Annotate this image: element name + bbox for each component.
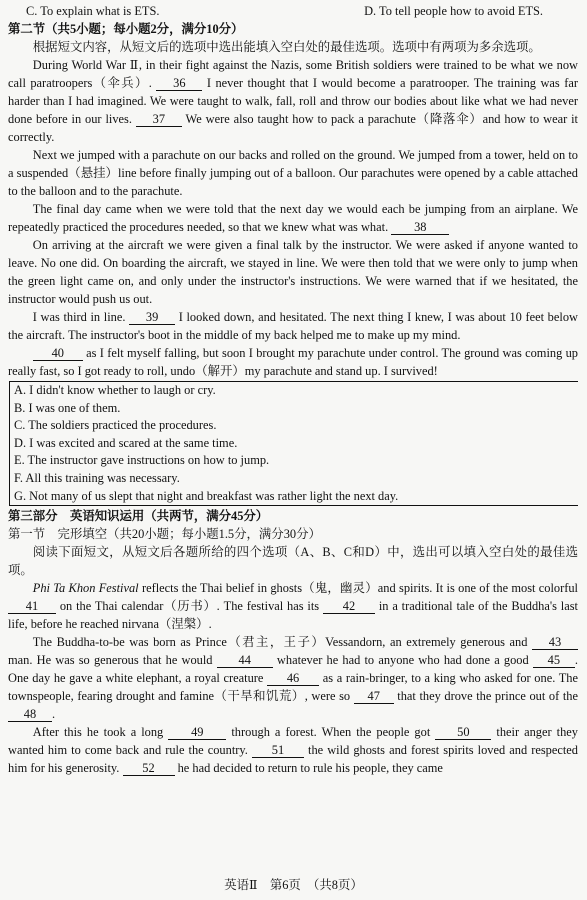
option-item[interactable]: F. All this training was necessary.: [14, 470, 180, 485]
blank-52[interactable]: 52: [123, 761, 175, 776]
festival-name: Phi Ta Khon Festival: [32, 581, 139, 596]
blank-50[interactable]: 50: [435, 725, 491, 740]
blank-36[interactable]: 36: [156, 76, 202, 91]
blank-37[interactable]: 37: [136, 112, 182, 127]
blank-40[interactable]: 40: [33, 346, 83, 361]
paragraph: The final day came when we were told that the next day we would each be jumping from an airplane. We repeatedly practiced the procedures needed, so that we knew what was what. 38: [8, 202, 578, 234]
paragraph: Next we jumped with a parachute on our backs and rolled on the ground. We jumped from a tower, held on to a suspended（悬挂）line before finally jumping out of a balloon. Our parachutes were opened by a cable attached to the balloon and to the parachute.: [8, 148, 578, 198]
option-item[interactable]: E. The instructor gave instructions on how to jump.: [14, 453, 270, 468]
blank-45[interactable]: 45: [533, 653, 575, 668]
blank-51[interactable]: 51: [252, 743, 304, 758]
option-item[interactable]: A. I didn't know whether to laugh or cry.: [14, 383, 216, 397]
paragraph: After this he took a long 49 through a forest. When the people got 50 their anger they wanted him to come back and rule the country. 51 the wild ghosts and forest spirits loved and respected him for his generosity. 52 he had decided to return to rule his people, they came: [8, 725, 578, 776]
option-item[interactable]: B. I was one of them.: [14, 400, 121, 415]
part-3-section-1-heading: 第一节 完形填空（共20小题；每小题1.5分，满分30分）: [8, 527, 321, 542]
paragraph: I was third in line. 39 I looked down, and hesitated. The next thing I knew, I was about 10 feet below the aircraft. The instructor's boot in the middle of my back helped me to make up my mind.: [8, 310, 578, 342]
blank-44[interactable]: 44: [217, 653, 273, 668]
option-item[interactable]: D. I was excited and scared at the same time.: [14, 435, 238, 450]
paragraph: The Buddha-to-be was born as Prince（君主，王子）Vessandorn, an extremely generous and 43 man. He was so generous that he would 44 whatever he had to anyone who had done a good 45 . One day he gave a white elephant, a royal creature 46 as a rain-bringer, to a king who asked for one. The townspeople, fearing drought and famine（干旱和饥荒）, were so 47 that they drove the prince out of the 48 .: [8, 635, 578, 722]
paragraph: On arriving at the aircraft we were given a final talk by the instructor. We were asked if anyone wanted to leave. No one did. On boarding the aircraft, we stayed in line. We were then told that we were only to jump when the green light came on, and only under the instructor's instructions. We were warned that if we hesitated, the instructor would push us out.: [8, 238, 578, 306]
option-item[interactable]: C. The soldiers practiced the procedures.: [14, 418, 217, 433]
section-2-heading: 第二节（共5小题；每小题2分，满分10分）: [8, 22, 244, 36]
option-item[interactable]: G. Not many of us slept that night and breakfast was rather light the next day.: [14, 488, 399, 503]
blank-39[interactable]: 39: [129, 310, 175, 325]
blank-41[interactable]: 41: [8, 599, 56, 614]
options-box: [9, 381, 578, 506]
part-3-heading: 第三部分 英语知识运用（共两节，满分45分）: [8, 509, 269, 524]
paragraph: During World War Ⅱ, in their fight against the Nazis, some British soldiers were trained to be what we now call paratroopers（伞兵）. 36 I never thought that I would become a paratrooper. The training was far harder than I had imagined. We were taught to walk, fall, roll and throw our bodies about like what we had never done before in our lives. 37 We were also taught how to pack a parachute（降落伞）and how to wear it correctly.: [8, 58, 578, 144]
blank-48[interactable]: 48: [8, 707, 52, 722]
blank-42[interactable]: 42: [323, 599, 375, 614]
paragraph: Phi Ta Khon Festival reflects the Thai belief in ghosts（鬼，幽灵）and spirits. It is one of the most colorful 41 on the Thai calendar（历书）. The festival has its 42 in a traditional tale of the Buddha's last life, before he reached nirvana（涅槃）.: [8, 581, 578, 632]
blank-49[interactable]: 49: [168, 725, 226, 740]
option-d: D. To tell people how to avoid ETS.: [364, 4, 543, 18]
part-3-instruction: 阅读下面短文，从短文后各题所给的四个选项（A、B、C和D）中，选出可以填入空白处的最佳选项。: [8, 545, 578, 578]
page-footer: 英语Ⅱ 第6页 （共8页）: [224, 878, 363, 892]
blank-46[interactable]: 46: [267, 671, 319, 686]
blank-47[interactable]: 47: [354, 689, 394, 704]
previous-question-options: [8, 2, 578, 20]
option-c: C. To explain what is ETS.: [26, 4, 160, 18]
blank-38[interactable]: 38: [391, 220, 449, 235]
passage-festival: [8, 579, 578, 777]
paragraph: 40 as I felt myself falling, but soon I brought my parachute under control. The ground was coming up really fast, so I got ready to roll, undo（解开）my parachute and stand up. I survived!: [8, 346, 578, 378]
section-2-instruction: 根据短文内容，从短文后的选项中选出能填入空白处的最佳选项。选项中有两项为多余选项。: [32, 40, 541, 54]
blank-43[interactable]: 43: [532, 635, 578, 650]
passage-paratrooper: [8, 56, 578, 380]
